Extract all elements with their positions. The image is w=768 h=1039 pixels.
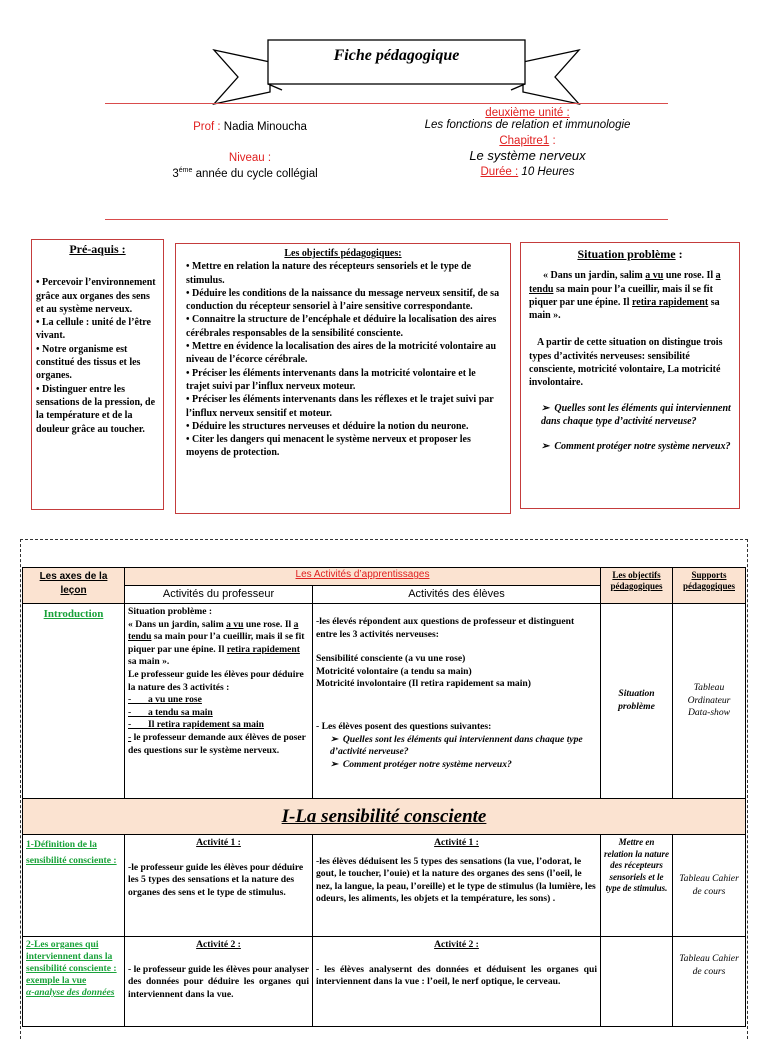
objectifs-box	[175, 243, 511, 514]
situation-box	[520, 242, 740, 509]
list-item: • Distinguer entre les sensations de la pression, de la température et de la douleur grâce au toucher.	[36, 383, 156, 435]
prerequis-title: Pré-aquis :	[69, 242, 126, 256]
list-item: • Préciser les éléments intervenants dans les réflexes et le trajet suivi par l’influx nerveux sensitif et moteur.	[186, 394, 494, 419]
axe-introduction: Introduction	[23, 604, 125, 799]
axe-organes: 2-Les organes qui interviennent dans la sensibilité consciente : exemple la vue α-analyse des données	[23, 937, 125, 1027]
axe-definition: 1-Définition de la sensibilité consciente :	[23, 835, 125, 937]
row2-objectif	[601, 937, 673, 1027]
list-item: • Notre organisme est constitué des tissus et les organes.	[36, 343, 141, 382]
situation-question-1: ➢ Quelles sont les éléments qui interviennent dans chaque type d’activité nerveuse?	[541, 402, 731, 427]
objectifs-title: Les objectifs pédagogiques:	[284, 248, 402, 259]
row1-prof-cell: Activité 1 : -le professeur guide les élèves pour déduire les 5 types des sensations et la nature des organes des sens et le type de stimulus.	[125, 835, 313, 937]
prof-label: Prof :	[193, 121, 221, 133]
intro-eleves-cell: -les élevés répondent aux questions de professeur et distinguent entre les 3 activités nerveuses: Sensibilité consciente (a vu une rose) Motricité volontaire (a tendu sa main) Motricité involontaire (Il retira rapidement sa main) - Les élèves posent des questions suivantes: ➢ Quelles sont les éléments qui interviennent dans chaque type d’activité nerveuse? ➢ Comment protéger notre système nerveux?	[313, 604, 601, 799]
situation-title: Situation problème :	[577, 247, 683, 261]
list-item: • Déduire les structures nerveuses et déduire la notion du neurone.	[186, 420, 469, 432]
list-item: • Déduire les conditions de la naissance du message nerveux sensitif, de sa conduction du récepteur sensoriel à l’aire sensitive correspondante.	[186, 287, 500, 313]
chapter-title: Le système nerveux	[469, 148, 586, 163]
situation-para2: A partir de cette situation on distingue trois types d’activités nerveuses: sensibilité consciente, motricité volontaire, La motricité involontaire.	[529, 337, 723, 389]
row1-eleves-cell: Activité 1 : -les élèves déduisent les 5 types des sensations (la vue, l’odorat, le gout, le toucher, l’ouie) et la nature des organes des sens (l’oeil, le nez, la langue, la peau, l’oreille) et le type de stimulus (la lumière, les odeurs, les aliments, les objets et la température, les sons) .	[313, 835, 601, 937]
header-eleves: Activités des élèves	[313, 586, 601, 604]
chapter-label: Chapitre1 :	[499, 135, 556, 147]
list-item: • Citer les dangers qui menacent le système nerveux et proposer les moyens de protection.	[186, 434, 471, 459]
unit-label: deuxième unité :	[485, 107, 570, 119]
row1-objectif: Mettre en relation la nature des récepteurs sensoriels et le type de stimulus.	[601, 835, 673, 937]
list-item: • Percevoir l’environnement grâce aux organes des sens et au système nerveux.	[36, 277, 156, 315]
header-bottom-rule	[105, 219, 668, 220]
situation-question-2: ➢ Comment protéger notre système nerveux?	[541, 441, 731, 453]
row2-supports: Tableau Cahier de cours	[673, 937, 746, 1027]
intro-prof-cell: Situation problème : « Dans un jardin, salim a vu une rose. Il a tendu sa main pour l’a cueillir, mais il se fit piquer par une épine. Il retira rapidement sa main ». Le professeur guide les élèves pour déduire la nature des 3 activités : - a vu une rose - a tendu sa main - Il retira rapidement sa main - le professeur demande aux élèves de poser des questions sur le système nerveux.	[125, 604, 313, 799]
section-title: I-La sensibilité consciente	[23, 799, 746, 835]
list-item: • Préciser les éléments intervenants dans la motricité volontaire et le trajet suivi par l’influx nerveux moteur.	[186, 367, 476, 392]
row2-prof-cell: Activité 2 : - le professeur guide les élèves pour analyser des données pour déduire les organes qui interviennent dans la vue.	[125, 937, 313, 1027]
row1-supports: Tableau Cahier de cours	[673, 835, 746, 937]
niveau-label: Niveau :	[228, 152, 272, 164]
list-item: • Connaitre la structure de l’encéphale et déduire la localisation des aires cérébrales responsables de la sensibilité consciente.	[186, 314, 497, 339]
header-objectifs: Les objectifs pédagogiques	[601, 568, 673, 604]
niveau-value: $3^{éme}$ année du cycle collégial	[172, 167, 318, 180]
header-axes: Les axes de la leçon	[23, 568, 125, 604]
page-title: Fiche pédagogique	[333, 47, 460, 64]
lesson-table	[22, 567, 746, 1027]
prerequis-box	[31, 239, 164, 510]
objectifs-list	[186, 260, 500, 459]
header-supports: Supports pédagogiques	[673, 568, 746, 604]
header-activites: Les Activités d’apprentissages	[125, 568, 601, 586]
duree: Durée : 10 Heures	[480, 166, 575, 178]
table-row	[23, 604, 746, 799]
prof-name: Nadia Minoucha	[223, 121, 307, 133]
list-item: • Mettre en évidence la localisation des aires de la motricité volontaire au niveau de l’écorce cérébrale.	[186, 341, 497, 366]
header-top-rule	[105, 103, 668, 104]
prerequis-list	[36, 276, 159, 436]
list-item: • Mettre en relation la nature des récepteurs sensoriels et le type de stimulus.	[186, 261, 472, 286]
table-row	[23, 937, 746, 1027]
table-row	[23, 835, 746, 937]
unit-title: Les fonctions de relation et immunologie	[424, 119, 631, 131]
header-prof: Activités du professeur	[125, 586, 313, 604]
situation-text: « Dans un jardin, salim a vu une rose. Il a tendu sa main pour l’a cueillir, mais il se fit piquer par une épine. Il retira rapidement sa main ».	[529, 270, 721, 322]
list-item: • La cellule : unité de l’être vivant.	[36, 317, 151, 342]
row2-eleves-cell: Activité 2 : - les élèves analysernt des données et déduisent les organes qui interviennent dans la vue : l’oeil, le nerf optique, le cerveau.	[313, 937, 601, 1027]
intro-supports: Tableau Ordinateur Data-show	[673, 604, 746, 799]
intro-objectif: Situation problème	[601, 604, 673, 799]
